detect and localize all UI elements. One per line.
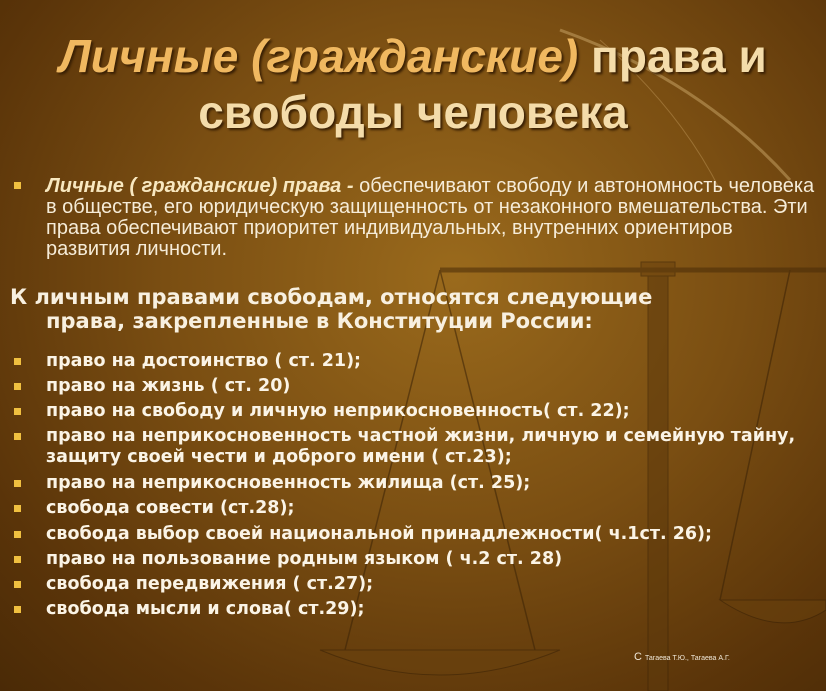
bullet-icon xyxy=(14,182,21,189)
credit-text: Тагаева Т.Ю., Тагаева А.Г. xyxy=(644,655,730,662)
list-item: право на неприкосновенность жилища (ст. 25); xyxy=(46,473,531,493)
bullet-icon xyxy=(14,383,21,390)
rights-heading-line1: К личным правами свободам, относятся следующие xyxy=(10,285,653,309)
definition-paragraph xyxy=(46,176,816,260)
bullet-icon xyxy=(14,358,21,365)
bullet-icon xyxy=(14,408,21,415)
list-item: право на свободу и личную неприкосновенность( ст. 22); xyxy=(46,401,630,421)
list-item: право на достоинство ( ст. 21); xyxy=(46,351,362,371)
rights-heading xyxy=(10,285,810,333)
bullet-icon xyxy=(14,480,21,487)
bullet-icon xyxy=(14,606,21,613)
rights-heading-line2: права, закрепленные в Конституции России: xyxy=(46,309,593,333)
bullet-icon xyxy=(14,505,21,512)
bullet-icon xyxy=(14,433,21,440)
list-item: свобода мысли и слова( ст.29); xyxy=(46,599,365,619)
bullet-icon xyxy=(14,581,21,588)
list-item: право на неприкосновенность частной жизни, личную и семейную тайну, защиту своей чести и доброго имени ( ст.23); xyxy=(46,426,796,467)
author-credit xyxy=(634,651,730,663)
bullet-icon xyxy=(14,531,21,538)
copyright-symbol: С xyxy=(634,651,642,663)
definition-term: Личные ( гражданские) права - xyxy=(46,175,354,197)
definition-text: обеспечивают свободу и автономность человека в обществе, его юридическую защищенность от незаконного вмешательства. Эти права обеспечивают приоритет индивидуальных, внутренних ориентиров развития личности. xyxy=(46,175,815,260)
list-item: свобода совести (ст.28); xyxy=(46,498,295,518)
title-line2: свободы человека xyxy=(198,86,628,138)
slide-title xyxy=(0,28,826,140)
bullet-icon xyxy=(14,556,21,563)
list-item: свобода передвижения ( ст.27); xyxy=(46,574,374,594)
list-item: свобода выбор своей национальной принадлежности( ч.1ст. 26); xyxy=(46,524,713,544)
title-italic: Личные (гражданские) xyxy=(59,30,579,82)
list-item: право на пользование родным языком ( ч.2 ст. 28) xyxy=(46,549,563,569)
list-item: право на жизнь ( ст. 20) xyxy=(46,376,291,396)
title-line1-rest: права и xyxy=(578,30,767,82)
